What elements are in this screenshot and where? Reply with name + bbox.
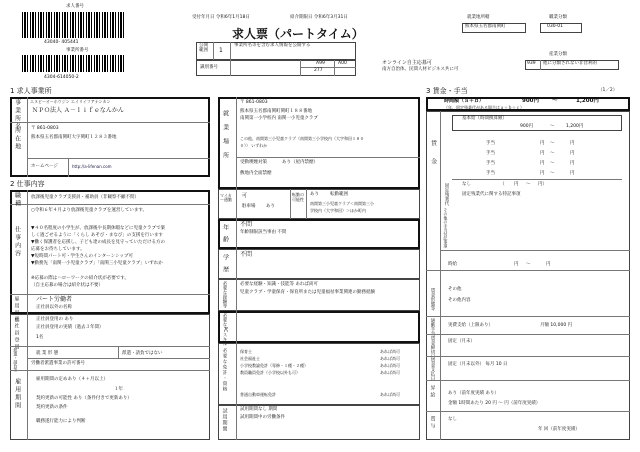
car-value: 可 (242, 193, 248, 199)
company-kana: エヌピーオーホウジン エイリイフアナンカン (30, 99, 111, 104)
company-postal: 〒 861-0803 (31, 126, 59, 131)
raise-amount: 金額 1時間あたり 20 円 ～ 円（前年度実績） (448, 401, 541, 406)
parking-value: あり (266, 204, 275, 209)
publish-label: 公開範囲 (199, 43, 208, 53)
office-name-value: 熊本県玉名郡南関町 (465, 24, 506, 29)
industry-code: 939 (527, 61, 536, 66)
wage-form-label: 賃金形態等 (429, 288, 435, 311)
page-title: 求人票（パートタイム） (232, 27, 364, 41)
other-col2: 円 (514, 262, 519, 267)
office-number-label: 事業所番号 (66, 48, 89, 53)
skills-label: 必要な経験等 (221, 281, 227, 308)
age-value: 不問 (240, 221, 253, 228)
seishain-note: 正社員登用の実績（過去３年間） (36, 325, 104, 330)
publish-value: 1 (219, 47, 223, 54)
fixed-overtime-note: 固定残業代に関する特記事項 (462, 192, 521, 197)
trial-note: 試用期間中の労働条件 (240, 415, 285, 420)
workplace-address4: ０）） いずれか (240, 143, 268, 148)
age-note: 年齢制限該当事由 不問 (240, 230, 287, 235)
company-address: 熊本県玉名郡南関町大字関町１２８３番地 (31, 135, 117, 140)
period-label: 雇用期間 (13, 378, 21, 410)
workplace-address2: 南関第一小学校内 南関一小児童クラブ (240, 116, 318, 121)
renew-line2: 契約更新の条件 (36, 405, 68, 410)
dispatch-label: 派遣・請負等 (13, 348, 19, 372)
office-barcode-number: 4304-614050-2 (44, 75, 79, 80)
section2-title: 2 仕事内容 (10, 180, 45, 188)
ident-a: A99 (316, 61, 325, 66)
fixed-overtime-min: 円 (514, 182, 519, 187)
education-value: 不問 (240, 251, 253, 258)
transfer-scope-label: 転勤範囲 (330, 192, 348, 197)
skills-value1: 必要な経験・知識・技能等 あれば尚可 (240, 282, 318, 287)
hourly-min: 900円 (522, 98, 539, 104)
fixed-overtime-label: 固定残業代 (443, 183, 449, 206)
smoking-note: 敷地内全面禁煙 (240, 171, 272, 176)
employ-note: 正社員以外の名称 (36, 305, 72, 310)
commute-max: 月額 10,000 円 (540, 323, 573, 328)
other-allowance-label: その他の手当付記事項 (443, 208, 449, 248)
valid-until: 紹介期限日 令和6年3月31日 (290, 15, 348, 20)
publish-desc: 事業所名等を含む求人情報を公開する (234, 43, 311, 48)
other-col3: 円 (546, 262, 551, 267)
wage-form-detail: その他内容 (448, 298, 471, 303)
bonus-label: 賞与 (429, 416, 436, 430)
raise-label: 昇給 (429, 385, 436, 399)
pay-label: 賃金支払日 (429, 358, 435, 381)
dispatch-license: 労働者派遣事業の許可番号 (31, 361, 85, 366)
office-name-label: 就業地所轄 (467, 15, 490, 20)
homepage-link[interactable]: http://a-lifenan.com (72, 164, 112, 169)
office-barcode (22, 55, 126, 72)
homepage-label: ホームページ (31, 164, 58, 169)
base-tilde: ～ (550, 124, 555, 129)
pay-value: 固定（月末以外） 毎月 10 日 (448, 362, 508, 367)
pc-skill-label: 必要なPCスキル (221, 313, 227, 346)
dispatch-col2: 派遣・請負ではない (122, 351, 163, 356)
employ-label: 雇用形態 (13, 296, 20, 324)
page-indicator: （1／2） (598, 88, 618, 93)
ident-box (196, 60, 356, 76)
license-label: 必要な免許・資格 (221, 348, 227, 392)
work-label: 仕事内容 (13, 226, 21, 258)
transfer-scope1: 南関第三小児童クラブ＜南関第三小 (310, 201, 374, 206)
workplace-address1: 熊本県玉名郡南関町関町１８８番地 (240, 109, 312, 114)
industry-value: 他に分類されない非営利的 (543, 61, 597, 66)
fixed-overtime-value: なし (462, 182, 471, 187)
seishain-label: 正社員登用 (13, 316, 20, 351)
workplace-postal: 〒 861-0803 (240, 100, 268, 105)
job-barcode-number: 43040- 405441 (44, 40, 79, 45)
raise-value: あり（前年度実績 あり） (448, 391, 499, 396)
commute-value: 実費支給（上限あり） (448, 323, 493, 328)
other-col1: 時給 (448, 262, 457, 267)
renew-line3: 職務遂行能力により判断 (36, 419, 86, 424)
smoking-value: あり（屋内禁煙） (282, 160, 318, 165)
address-label: 所在地 (13, 127, 21, 151)
period-value: 雇用期間の定めあり（４ヶ月以上） (36, 377, 108, 382)
age-label: 年齢 (221, 224, 229, 248)
commute-label: 通勤手当 (429, 318, 435, 336)
online-apply: オンライン自主応募可 (382, 60, 432, 66)
ident-label: 識別番号 (200, 65, 218, 70)
fixed-overtime-max: 円） (538, 182, 547, 187)
hourly-tilde: ～ (552, 98, 558, 104)
skills-value2: 児童クラブ・学童保育・保育所または児童福祉事業関連の勤務経験 (240, 290, 375, 295)
ident-b: A00 (338, 61, 347, 66)
base-max: 1,200円 (566, 124, 584, 129)
bonus-amount: 年 回（前年度実績） (538, 427, 580, 432)
wage-form-value: その他 (448, 287, 462, 292)
category-value: 030-01 (547, 24, 563, 29)
section1-title: 1 求人事業所 (10, 87, 52, 95)
car-label: マイカー通勤 (220, 193, 232, 203)
online-note: 南方自治体、民間人材ビジネス共に可 (382, 67, 459, 72)
workplace-address3: この他、南関第三小児童クラブ（南関第三小学校内（大字和田１８０ (240, 136, 364, 141)
seishain-count: 1名 (36, 335, 44, 340)
received-date: 受付年月日 令和6年1月18日 (192, 15, 250, 20)
bonus-value: なし (448, 417, 457, 422)
base-label: 基本給（時間換算額） (462, 116, 507, 121)
job-title: 放課後児童クラブ支援員・補助員（非観察不顧不問） (31, 195, 139, 200)
employ-type: パート労働者 (36, 296, 73, 303)
industry-label: 産業分類 (549, 52, 567, 57)
hourly-note: （年、固定残業代がある場合はａ＋ｂ＋ｃ） (444, 105, 524, 110)
cutoff-label: 賃金締切日 (429, 336, 435, 359)
seishain-value: 正社員登用の あり (36, 317, 74, 322)
company-name-label: 事業所名 (13, 99, 21, 131)
transfer-scope2: 学校内（大字和田）＞ほか町内 (310, 208, 366, 213)
base-min: 900円 (520, 124, 534, 129)
transfer-value: あり (310, 192, 319, 197)
education-label: 学歴 (221, 254, 229, 278)
section3-title: 3 賃金・手当 (426, 87, 468, 95)
category-label: 職業分類 (549, 15, 567, 20)
period-term: １年 (114, 387, 123, 392)
hourly-max: 1,200円 (576, 98, 599, 104)
trial-value: 試用期間なし 期間 (240, 407, 278, 412)
renew-line1: 契約更新の可能性 あり（条件付きで更新あり） (36, 396, 132, 401)
dispatch-col1: 就 業 形 態 (36, 351, 59, 356)
workplace-label: 就業場所 (221, 110, 229, 166)
hourly-label: 時間額（ａ＋ｂ） (444, 98, 485, 104)
job-label: 職種 (13, 192, 21, 208)
trial-label: 試用期間 (221, 408, 228, 432)
smoking-label: 受動喫煙対策 (240, 160, 267, 165)
cutoff-value: 固定（月末） (448, 339, 475, 344)
job-barcode (22, 12, 126, 38)
pc-skill-box (218, 311, 420, 343)
job-number-label: 求人番号 (66, 4, 84, 9)
transfer-label: 転勤の可能性 (292, 192, 304, 202)
company-name: ＮＰＯ法人 Ａ－ｌｉｆｅなんかん (32, 107, 124, 114)
ident-c: 277 (314, 68, 323, 73)
parking-label: 駐車場 (242, 204, 256, 209)
